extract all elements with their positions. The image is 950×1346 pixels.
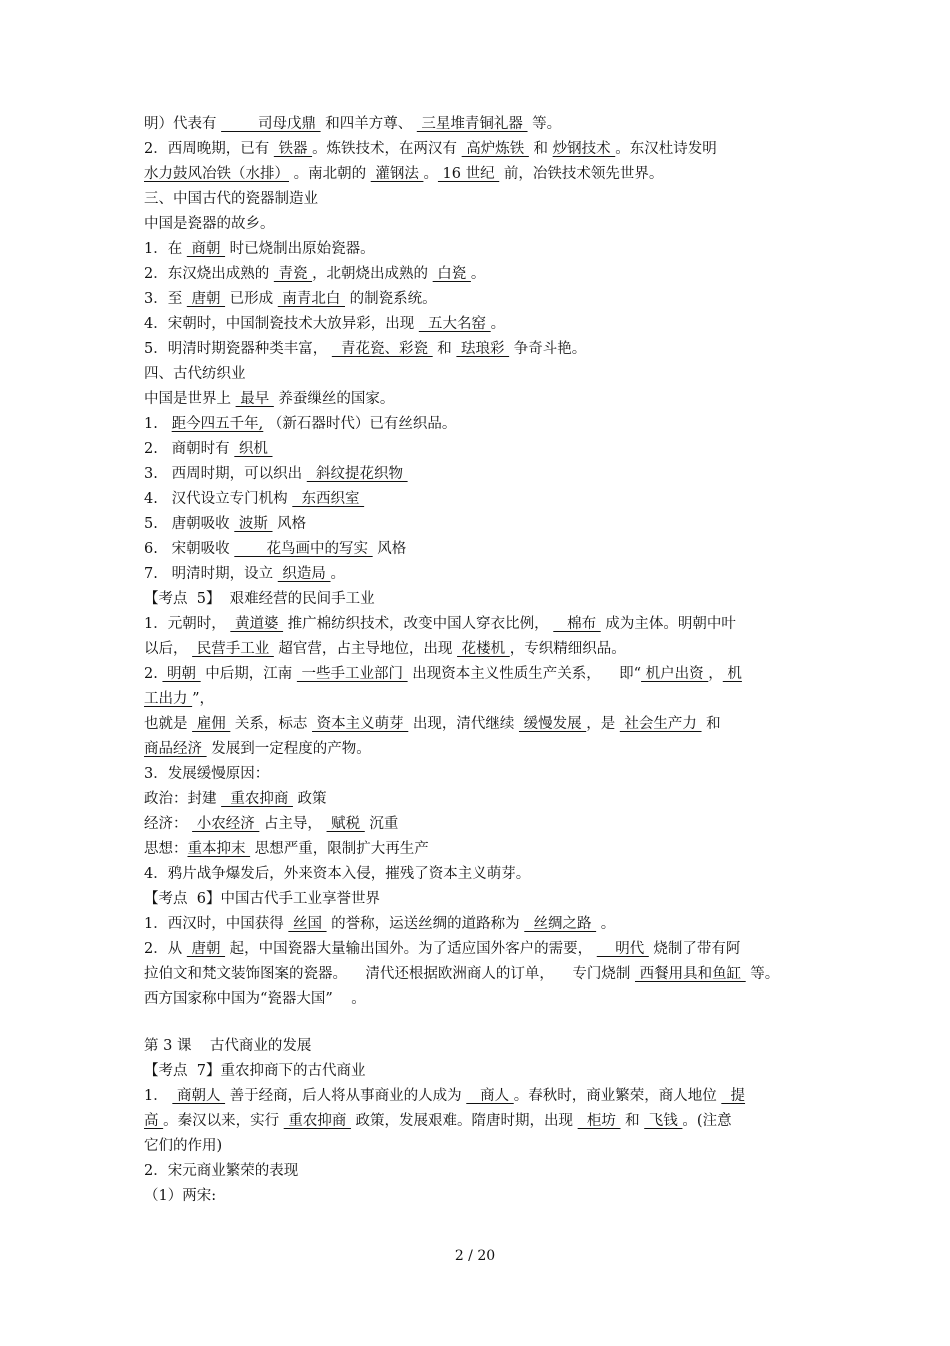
text-segment: 和 bbox=[432, 341, 457, 357]
fill-in-answer: 雇佣 bbox=[192, 716, 231, 732]
text-line bbox=[144, 787, 810, 812]
text-segment: 四、古代纺织业 bbox=[144, 366, 246, 382]
fill-in-answer: 青花瓷、彩瓷 bbox=[331, 341, 433, 357]
fill-in-answer: 斜纹提花织物 bbox=[306, 466, 408, 482]
text-segment: 以后， bbox=[144, 641, 193, 657]
fill-in-answer: 飞钱 bbox=[644, 1113, 683, 1129]
fill-in-answer: 棉布 bbox=[553, 616, 601, 632]
text-segment: 1． bbox=[144, 1088, 173, 1104]
text-segment: 2. bbox=[144, 666, 163, 682]
fill-in-answer: 16 世纪 bbox=[437, 166, 500, 182]
text-segment: 也就是 bbox=[144, 716, 193, 732]
fill-in-answer: 铁器 bbox=[273, 141, 313, 157]
text-segment: 。 bbox=[330, 566, 345, 582]
fill-in-answer: 白瓷 bbox=[432, 266, 471, 282]
text-segment: 3．至 bbox=[144, 291, 187, 307]
text-line bbox=[144, 387, 810, 412]
text-line bbox=[144, 862, 810, 887]
text-segment: 已形成 bbox=[225, 291, 278, 307]
text-line bbox=[144, 1109, 810, 1134]
text-segment: 思想： bbox=[144, 841, 188, 857]
text-segment: ，北朝烧出成熟的 bbox=[312, 266, 433, 282]
text-line bbox=[144, 362, 810, 387]
text-line bbox=[144, 162, 810, 187]
fill-in-answer: 高 bbox=[144, 1113, 164, 1129]
text-segment: 善于经商，后人将从事商业的人成为 bbox=[225, 1088, 467, 1104]
text-segment: 政策 bbox=[292, 791, 327, 807]
text-segment: 3. 西周时期，可以织出 bbox=[144, 466, 307, 482]
text-line bbox=[144, 287, 810, 312]
text-segment: 。 bbox=[470, 266, 486, 282]
fill-in-answer: 丝国 bbox=[288, 916, 327, 932]
text-segment: 1．元朝时， bbox=[144, 616, 231, 632]
text-segment: 。南北朝的 bbox=[289, 166, 371, 182]
text-line bbox=[144, 112, 810, 137]
text-line bbox=[144, 137, 810, 162]
text-segment: 政治：封建 bbox=[144, 791, 222, 807]
text-segment: 2．西周晚期，已有 bbox=[144, 141, 274, 157]
text-segment: 。 bbox=[490, 316, 506, 332]
fill-in-answer: 机 bbox=[722, 666, 742, 682]
fill-in-answer: 炒钢技术 bbox=[552, 141, 616, 157]
text-segment: 中后期，江南 bbox=[200, 666, 297, 682]
text-segment: 。 bbox=[596, 916, 616, 932]
text-segment: 前，冶铁技术领先世界。 bbox=[499, 166, 664, 182]
text-line bbox=[144, 712, 810, 737]
text-segment: 明）代表有 bbox=[144, 116, 222, 132]
fill-in-answer: 资本主义萌芽 bbox=[312, 716, 409, 732]
text-segment: 等。 bbox=[527, 116, 562, 132]
text-segment: 超官营，占主导地位，出现 bbox=[273, 641, 458, 657]
fill-in-answer: 重本抑末 bbox=[187, 841, 251, 857]
text-segment: 中国是世界上 bbox=[144, 391, 236, 407]
text-segment: （1）两宋: bbox=[144, 1188, 217, 1204]
text-segment: 的誉称，运送丝绸的道路称为 bbox=[326, 916, 525, 932]
text-segment: 风格 bbox=[272, 516, 307, 532]
text-line bbox=[144, 1184, 810, 1209]
fill-in-answer: 水力鼓风冶铁（水排） bbox=[144, 166, 289, 182]
text-line bbox=[144, 1159, 810, 1184]
fill-in-answer: 柜坊 bbox=[577, 1113, 621, 1129]
text-line bbox=[144, 187, 810, 212]
text-segment: 2．从 bbox=[144, 941, 187, 957]
text-segment: 。东汉杜诗发明 bbox=[615, 141, 717, 157]
fill-in-answer: 灌钢法 bbox=[370, 166, 424, 182]
fill-in-answer: 青瓷 bbox=[273, 266, 313, 282]
document-body bbox=[144, 112, 810, 1209]
text-segment: 第 3 课 古代商业的发展 bbox=[144, 1038, 312, 1054]
text-segment: 【考点 6】中国古代手工业享誉世界 bbox=[144, 891, 380, 907]
text-segment: 发展到一定程度的产物。 bbox=[206, 741, 371, 757]
text-segment: 1．在 bbox=[144, 241, 187, 257]
text-segment: 。炼铁技术，在两汉有 bbox=[312, 141, 462, 157]
fill-in-answer: 司母戊鼎 bbox=[221, 116, 321, 132]
fill-in-answer: 黄道婆 bbox=[230, 616, 284, 632]
text-line bbox=[144, 887, 810, 912]
fill-in-answer: 三星堆青铜礼器 bbox=[416, 116, 528, 132]
text-segment: 4．宋朝时，中国制瓷技术大放异彩，出现 bbox=[144, 316, 419, 332]
text-line bbox=[144, 437, 810, 462]
text-line bbox=[144, 837, 810, 862]
text-segment: 4. 汉代设立专门机构 bbox=[144, 491, 293, 507]
text-line bbox=[144, 612, 810, 637]
fill-in-answer: 工出力 bbox=[144, 691, 193, 707]
text-line bbox=[144, 512, 810, 537]
text-segment: 出现资本主义性质生产关系， 即“ bbox=[407, 666, 642, 682]
text-line bbox=[144, 537, 810, 562]
text-segment: 和 bbox=[701, 716, 721, 732]
fill-in-answer: 西餐用具和鱼缸 bbox=[634, 966, 746, 982]
fill-in-answer: 机户出资 bbox=[641, 666, 709, 682]
text-line bbox=[144, 762, 810, 787]
text-segment: 起，中国瓷器大量输出国外。为了适应国外客户的需要， bbox=[225, 941, 597, 957]
text-segment: 的制瓷系统。 bbox=[345, 291, 437, 307]
text-line bbox=[144, 1034, 810, 1059]
text-line bbox=[144, 662, 810, 687]
text-segment: 。秦汉以来，实行 bbox=[163, 1113, 284, 1129]
text-line bbox=[144, 962, 810, 987]
text-segment: （新石器时代）已有丝织品。 bbox=[263, 416, 457, 432]
fill-in-answer: 明朝 bbox=[162, 666, 201, 682]
fill-in-answer: 珐琅彩 bbox=[456, 341, 510, 357]
text-segment: ”， bbox=[192, 691, 215, 707]
fill-in-answer: 东西织室 bbox=[292, 491, 365, 507]
text-segment: 1. bbox=[144, 416, 172, 432]
text-segment: 出现，清代继续 bbox=[408, 716, 519, 732]
fill-in-answer: 高炉炼铁 bbox=[461, 141, 529, 157]
fill-in-answer: 唐朝 bbox=[186, 941, 226, 957]
text-line bbox=[144, 212, 810, 237]
fill-in-answer: 波斯 bbox=[234, 516, 273, 532]
text-line bbox=[144, 262, 810, 287]
fill-in-answer: 五大名窑 bbox=[418, 316, 491, 332]
text-segment: 。 bbox=[423, 166, 438, 182]
text-segment: 风格 bbox=[372, 541, 407, 557]
text-line bbox=[144, 562, 810, 587]
fill-in-answer: 赋税 bbox=[326, 816, 365, 832]
fill-in-answer: 织机 bbox=[234, 441, 273, 457]
page-number: 2 / 20 bbox=[454, 1248, 496, 1264]
text-line bbox=[144, 987, 810, 1012]
blank-line bbox=[144, 1012, 810, 1034]
fill-in-answer: 花楼机 bbox=[457, 641, 510, 657]
fill-in-answer: 民营手工业 bbox=[192, 641, 274, 657]
text-line bbox=[144, 912, 810, 937]
text-segment: ，专织精细织品。 bbox=[509, 641, 626, 657]
fill-in-answer: 商品经济 bbox=[144, 741, 207, 757]
fill-in-answer: 缓慢发展 bbox=[518, 716, 587, 732]
text-segment: 西方国家称中国为“瓷器大国” 。 bbox=[144, 991, 366, 1007]
fill-in-answer: 距今四五千年, bbox=[171, 416, 264, 432]
fill-in-answer: 唐朝 bbox=[186, 291, 226, 307]
text-line bbox=[144, 462, 810, 487]
text-segment: 和 bbox=[528, 141, 553, 157]
fill-in-answer: 花鸟画中的写实 bbox=[234, 541, 373, 557]
text-line bbox=[144, 487, 810, 512]
text-line bbox=[144, 687, 810, 712]
fill-in-answer: 商朝 bbox=[186, 241, 226, 257]
text-segment: 时已烧制出原始瓷器。 bbox=[225, 241, 375, 257]
text-segment: 推广棉纺织技术，改变中国人穿衣比例， bbox=[283, 616, 554, 632]
text-segment: 养蚕缫丝的国家。 bbox=[273, 391, 395, 407]
text-line bbox=[144, 1059, 810, 1084]
text-line bbox=[144, 737, 810, 762]
text-segment: ，是 bbox=[586, 716, 620, 732]
text-segment: 5．明清时期瓷器种类丰富， bbox=[144, 341, 332, 357]
text-segment: 占主导， bbox=[259, 816, 327, 832]
text-line bbox=[144, 637, 810, 662]
fill-in-answer: 商朝人 bbox=[172, 1088, 226, 1104]
text-line bbox=[144, 812, 810, 837]
text-segment: 7. 明清时期，设立 bbox=[144, 566, 278, 582]
fill-in-answer: 织造局 bbox=[277, 566, 331, 582]
fill-in-answer: 明代 bbox=[596, 941, 649, 957]
text-segment: 思想严重，限制扩大再生产 bbox=[250, 841, 429, 857]
text-segment: 和四羊方尊、 bbox=[320, 116, 417, 132]
text-line bbox=[144, 937, 810, 962]
text-line bbox=[144, 237, 810, 262]
text-line bbox=[144, 412, 810, 437]
text-segment: 3．发展缓慢原因： bbox=[144, 766, 270, 782]
text-segment: 关系，标志 bbox=[230, 716, 313, 732]
fill-in-answer: 小农经济 bbox=[192, 816, 260, 832]
fill-in-answer: 一些手工业部门 bbox=[296, 666, 408, 682]
text-segment: 三、中国古代的瓷器制造业 bbox=[144, 191, 318, 207]
fill-in-answer: 最早 bbox=[235, 391, 274, 407]
text-segment: 等。 bbox=[745, 966, 780, 982]
text-line bbox=[144, 1084, 810, 1109]
text-segment: 6. 宋朝吸收 bbox=[144, 541, 235, 557]
text-segment: 。春秋时，商业繁荣，商人地位 bbox=[513, 1088, 722, 1104]
text-segment: 经济： bbox=[144, 816, 193, 832]
text-segment: 政策，发展艰难。隋唐时期，出现 bbox=[350, 1113, 578, 1129]
text-line bbox=[144, 587, 810, 612]
text-segment: 争奇斗艳。 bbox=[509, 341, 587, 357]
text-segment: 成为主体。明朝中叶 bbox=[600, 616, 736, 632]
text-segment: 5. 唐朝吸收 bbox=[144, 516, 235, 532]
text-segment: 1．西汉时，中国获得 bbox=[144, 916, 289, 932]
fill-in-answer: 重农抑商 bbox=[221, 791, 293, 807]
text-segment: ， bbox=[708, 666, 723, 682]
text-line bbox=[144, 312, 810, 337]
text-segment: 和 bbox=[620, 1113, 645, 1129]
fill-in-answer: 南青北白 bbox=[277, 291, 345, 307]
text-segment: 【考点 7】重农抑商下的古代商业 bbox=[144, 1063, 366, 1079]
text-segment: 沉重 bbox=[364, 816, 399, 832]
text-segment: 它们的作用) bbox=[144, 1138, 223, 1154]
text-segment: 2．宋元商业繁荣的表现 bbox=[144, 1163, 299, 1179]
fill-in-answer: 社会生产力 bbox=[619, 716, 702, 732]
text-segment: 中国是瓷器的故乡。 bbox=[144, 216, 275, 232]
text-segment: 烧制了带有阿 bbox=[648, 941, 741, 957]
text-segment: 2. 商朝时有 bbox=[144, 441, 235, 457]
fill-in-answer: 提 bbox=[721, 1088, 746, 1104]
fill-in-answer: 商人 bbox=[466, 1088, 514, 1104]
fill-in-answer: 丝绸之路 bbox=[524, 916, 597, 932]
text-segment: 。(注意 bbox=[682, 1113, 732, 1129]
text-segment: 4．鸦片战争爆发后，外来资本入侵，摧残了资本主义萌芽。 bbox=[144, 866, 531, 882]
text-segment: 2．东汉烧出成熟的 bbox=[144, 266, 274, 282]
text-line bbox=[144, 337, 810, 362]
text-line bbox=[144, 1134, 810, 1159]
text-segment: 【考点 5】 艰难经营的民间手工业 bbox=[144, 591, 375, 607]
text-segment: 拉伯文和梵文装饰图案的瓷器。 清代还根据欧洲商人的订单， 专门烧制 bbox=[144, 966, 635, 982]
fill-in-answer: 重农抑商 bbox=[283, 1113, 351, 1129]
